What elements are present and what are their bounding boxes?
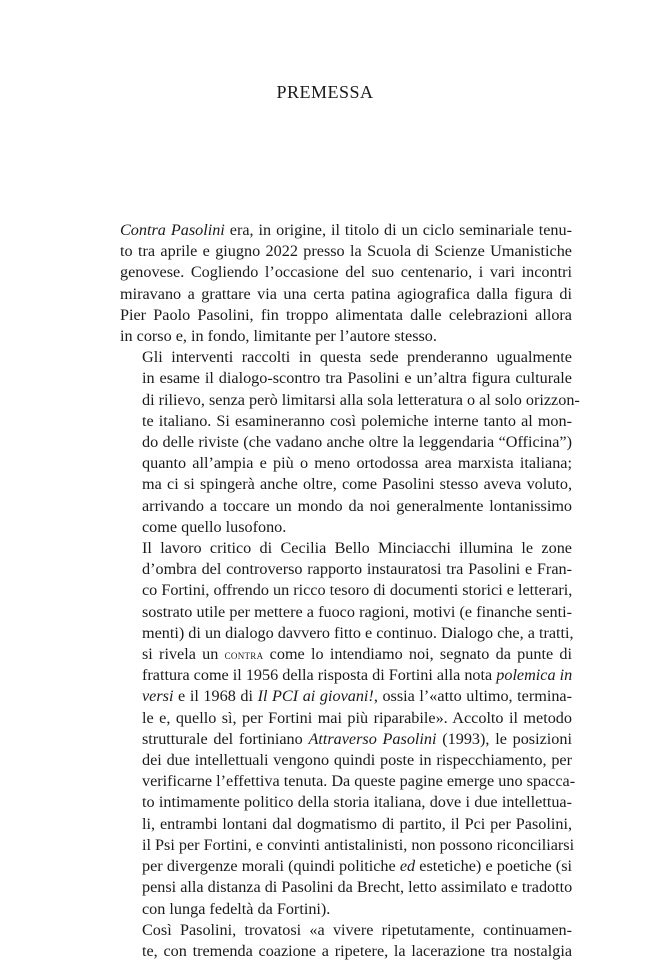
body-text (120, 220, 580, 962)
italic-title: Attraverso Pasolini (308, 729, 437, 748)
text-line: con lunga fedeltà da Fortini). (142, 899, 331, 918)
text-line: genovese. Cogliendo l’occasione del suo centenario, i vari incontri (120, 263, 572, 282)
text-line: verificarne l’effettiva tenuta. Da queste pagine emerge uno spacca- (142, 772, 576, 791)
text-line: te italiano. Si esamineranno così polemiche interne tanto al mon- (142, 411, 572, 430)
text-line: Così Pasolini, trovatosi «a vivere ripetutamente, continuamen- (142, 920, 572, 939)
text-line: il Psi per Fortini, e convinti antistalinisti, non possono riconciliarsi (142, 835, 575, 854)
italic-title: Il PCI ai giovani! (257, 687, 374, 706)
text-line: Contra Pasolini era, in origine, il titolo di un ciclo seminariale tenu- (120, 221, 573, 239)
text-line: to intimamente politico della storia italiana, dove i due intellettua- (142, 793, 572, 812)
text-line: in esame il dialogo-scontro tra Pasolini e un’altra figura culturale (142, 369, 572, 388)
text-line: te, con tremenda coazione a ripetere, la lacerazione tra nostalgia (142, 941, 572, 960)
text-line: do delle riviste (che vadano anche oltre la leggendaria “Officina”) (142, 433, 572, 452)
text-line: per divergenze morali (quindi politiche ed estetiche) e poetiche (si (142, 857, 572, 876)
text-line: come quello lusofono. (142, 517, 287, 536)
text-line: frattura come il 1956 della risposta di Fortini alla nota polemica in (142, 666, 573, 685)
page-title: PREMESSA (276, 82, 374, 102)
paragraph-3 (120, 538, 576, 920)
text-line: in corso e, in fondo, limitante per l’autore stesso. (120, 327, 437, 346)
text-line: ma ci si spingerà anche oltre, come Pasolini stesso aveva voluto, (142, 475, 572, 494)
text-line: miravano a grattare via una certa patina agiografica dalla figura di (120, 284, 572, 303)
text-line: sostrato utile per mettere a fuoco ragioni, motivi (e finanche senti- (142, 602, 572, 621)
text-line: strutturale del fortiniano Attraverso Pasolini (1993), le posizioni (142, 729, 572, 748)
text-line: menti) di un dialogo davvero fitto e continuo. Dialogo che, a tratti, (142, 623, 574, 642)
text-line: Pier Paolo Pasolini, fin troppo alimentata dalle celebrazioni allora (120, 305, 572, 324)
text-line: li, entrambi lontani dal dogmatismo di partito, il Pci per Pasolini, (142, 814, 572, 833)
paragraph-4 (120, 920, 572, 962)
text-line: le e, quello sì, per Fortini mai più riparabile». Accolto il metodo (142, 708, 572, 727)
text-line: to tra aprile e giugno 2022 presso la Scuola di Scienze Umanistiche (120, 242, 572, 261)
text-line: Il lavoro critico di Cecilia Bello Minciacchi illumina le zone (142, 539, 572, 558)
text-line: Gli interventi raccolti in questa sede prenderanno ugualmente (142, 348, 572, 367)
italic-title: polemica in (496, 666, 573, 685)
text-line: si rivela un contra come lo intendiamo noi, segnato da punte di (142, 645, 572, 664)
italic-title: versi (142, 687, 174, 706)
text-line: arrivando a toccare un mondo da noi generalmente lontanissimo (142, 496, 572, 515)
paragraph-2 (120, 347, 580, 538)
text-line: quanto all’ampia e più o meno ortodossa area marxista italiana; (142, 454, 572, 473)
text-line: pensi alla distanza di Pasolini da Brecht, letto assimilato e tradotto (142, 878, 573, 897)
text-line: dei due intellettuali vengono quindi poste in rispecchiamento, per (142, 751, 572, 770)
text-line: di rilievo, senza però limitarsi alla sola letteratura o al solo orizzon- (142, 390, 580, 409)
text-line: versi e il 1968 di Il PCI ai giovani!, ossia l’«atto ultimo, termina- (142, 687, 573, 706)
paragraph-1 (120, 220, 572, 347)
text-line: d’ombra del controverso rapporto instauratosi tra Pasolini e Fran- (142, 560, 572, 579)
small-caps-term: contra (224, 647, 264, 663)
text-line: co Fortini, offrendo un ricco tesoro di documenti storici e letterari, (142, 581, 573, 600)
italic-title: ed (399, 857, 416, 876)
italic-title: Contra Pasolini (120, 221, 225, 239)
